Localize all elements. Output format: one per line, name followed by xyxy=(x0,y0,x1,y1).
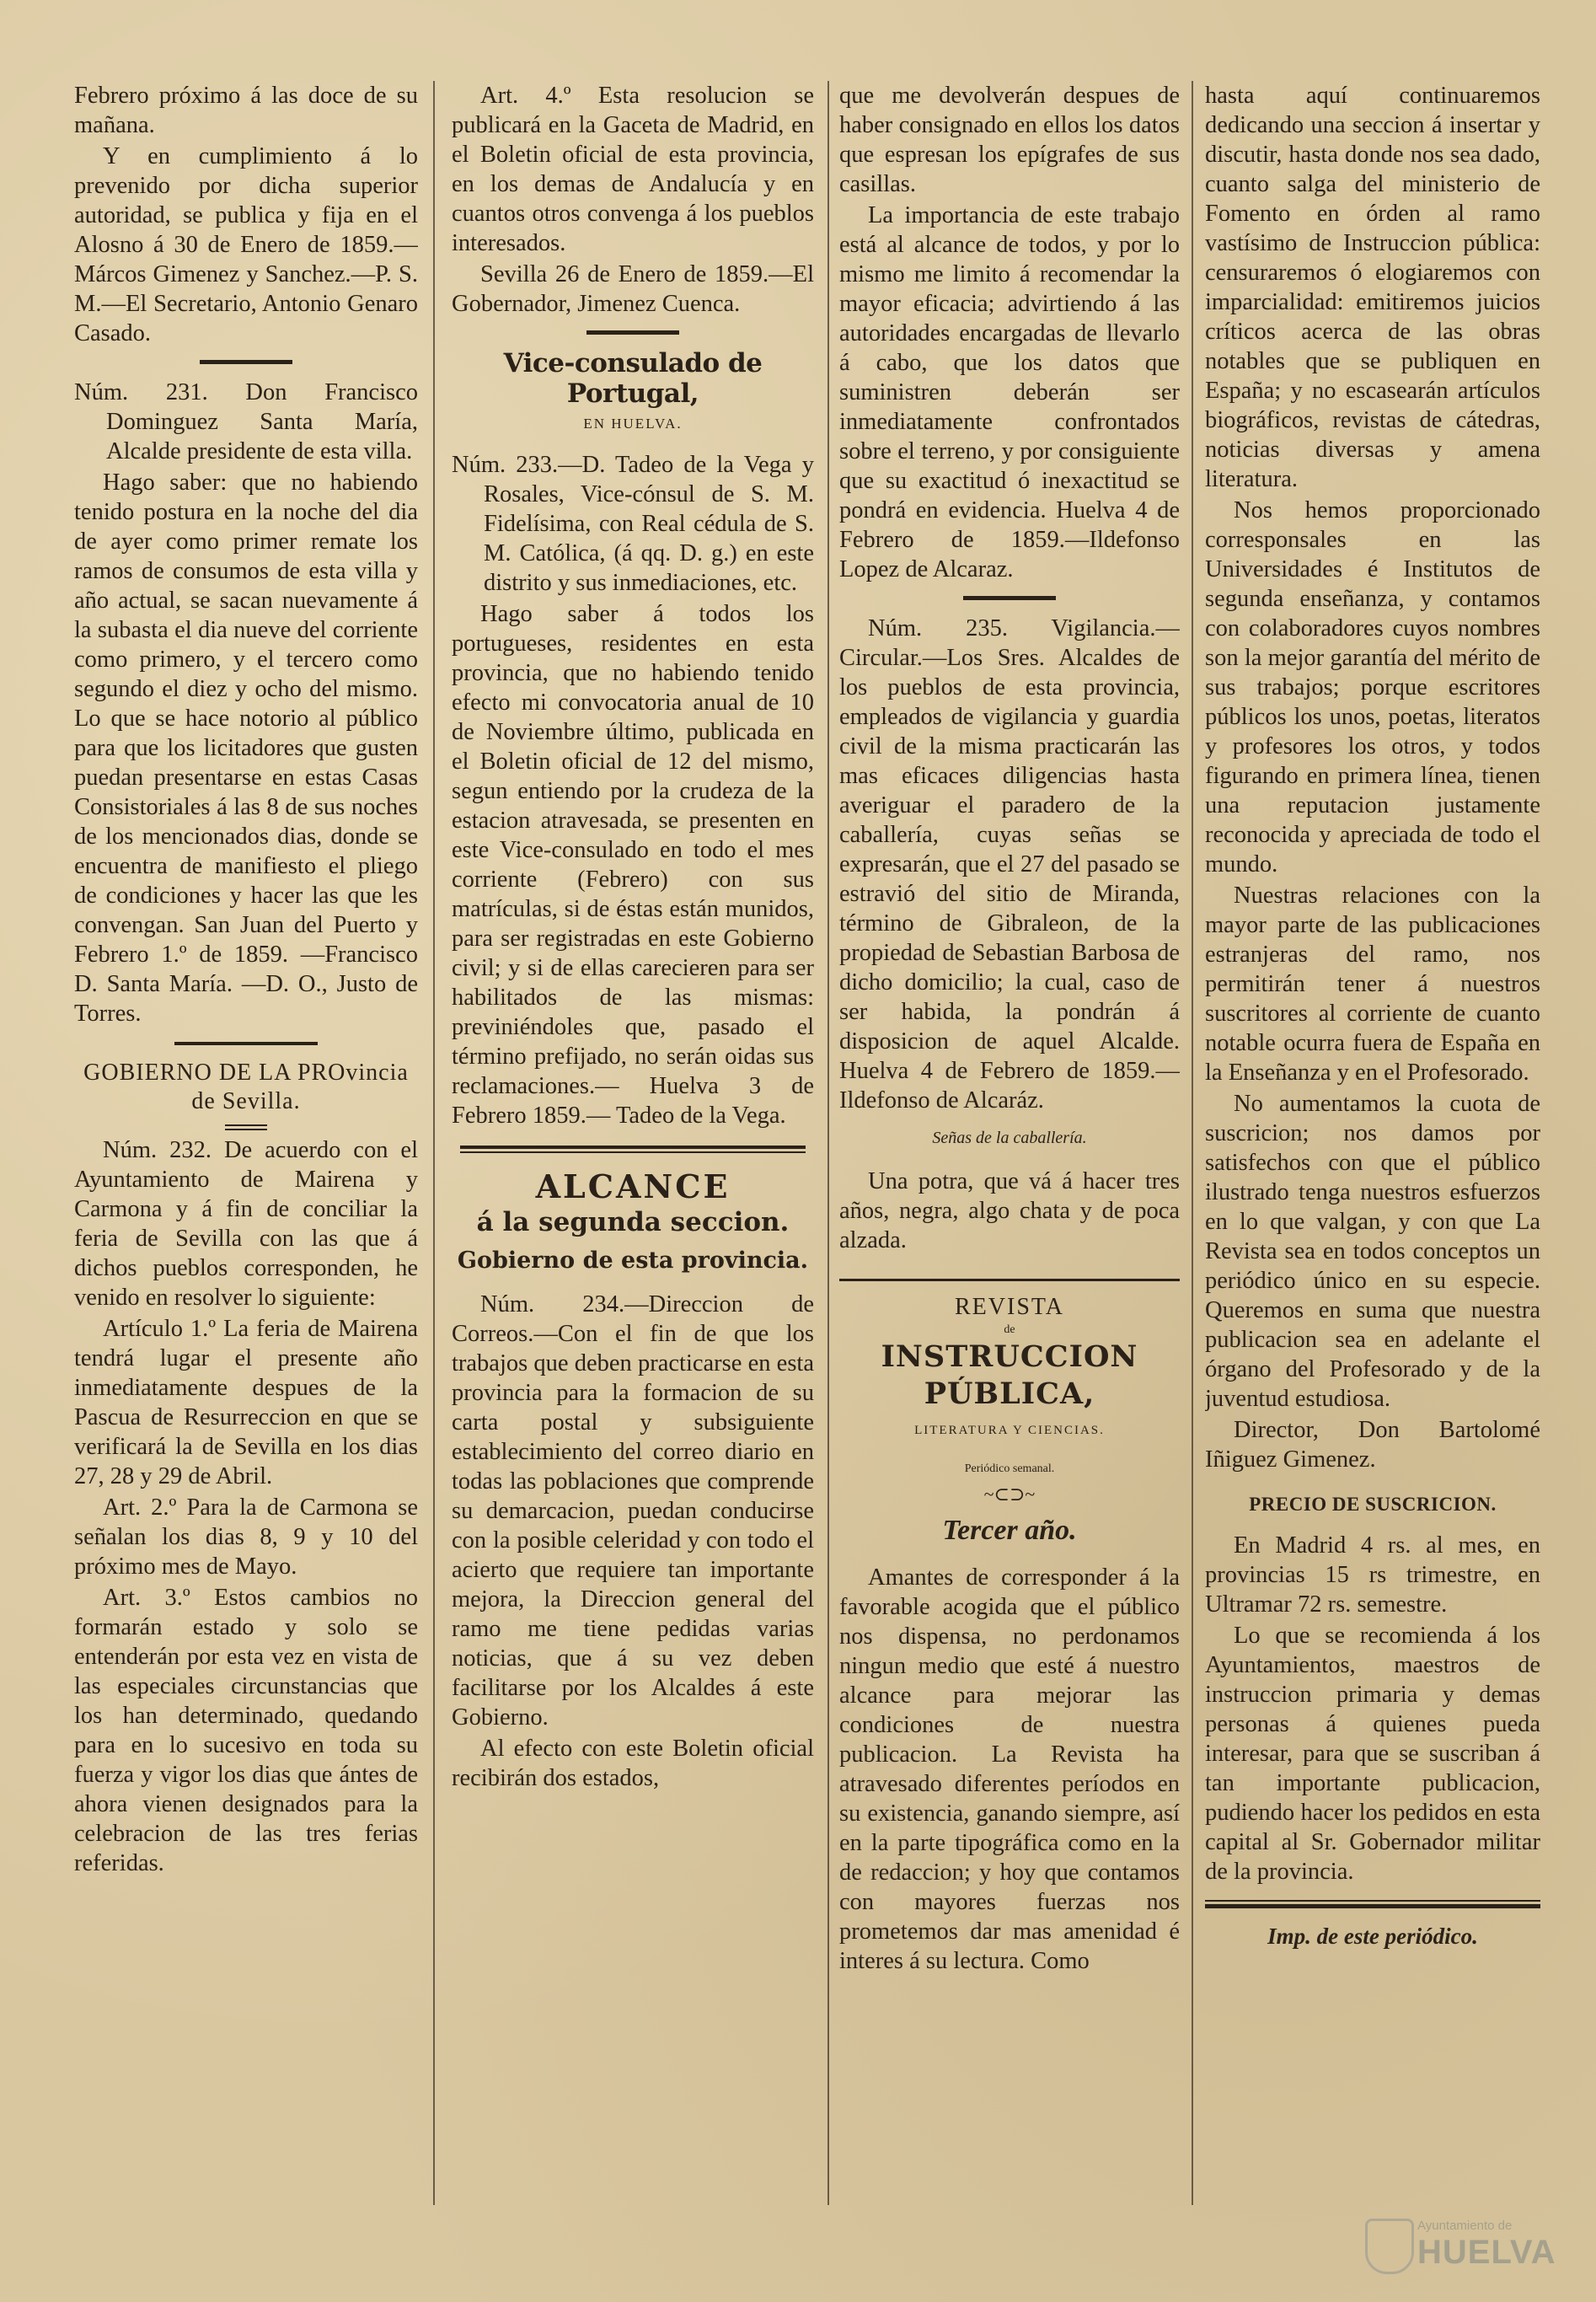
tercer-ano-heading: Tercer año. xyxy=(942,1515,1077,1546)
paragraph: Art. 3.º Estos cambios no formarán estado y solo se entenderán por esta vez en vista de las especiales circunstancias que los han determinado, quedando para en lo sucesivo en toda su fuerza y vigor los dias que ántes de ahora vienen designados para la celebracion de las tres ferias referidas. xyxy=(74,1585,418,1876)
small-separator xyxy=(225,1124,267,1130)
revista-title-de: de xyxy=(1004,1323,1015,1336)
paragraph: Núm. 232. De acuerdo con el Ayuntamiento de Mairena y Carmona y á fin de conciliar la feria de Sevilla con las que á dichos pueblos corresponden, he venido en resolver lo siguiente: xyxy=(74,1137,418,1311)
paragraph: La importancia de este trabajo está al alcance de todos, y por lo mismo me limito á recomendar la mayor eficacia; advirtiendo á las autoridades encargadas de llevarlo á cabo, que los datos que suministren deberán ser inmediatamente confrontados sobre el terreno, y por consiguiente que su exactitud ó inexactitud se pondrá en evidencia. Huelva 4 de Febrero de 1859.—Ildefonso Lopez de Alcaraz. xyxy=(839,202,1180,582)
newspaper-page xyxy=(74,81,1540,2205)
paragraph: hasta aquí continuaremos dedicando una seccion á insertar y discutir, hasta donde nos sea dado, cuanto salga del ministerio de Fomento en órden al ramo vastísimo de Instruccion pública: censuraremos ó elogiaremos con imparcialidad: emitiremos juicios críticos acerca de las obras notables que se publiquen en España; y no escasearán artículos biográficos, revistas de cátedras, noticias diversas y amena literatura. xyxy=(1205,83,1540,492)
section-separator xyxy=(963,596,1056,600)
revista-title-line3: LITERATURA Y CIENCIAS. xyxy=(914,1424,1105,1437)
horizontal-rule xyxy=(839,1279,1180,1281)
paragraph: Lo que se recomienda á los Ayuntamientos, maestros de instruccion primaria y demas personas á quienes pueda interesar, para que se suscriban á tan importante publicacion, pudiendo hacer los pedidos en esta capital al Sr. Gobernador militar de la provincia. xyxy=(1205,1623,1540,1885)
paragraph: Febrero próximo á las doce de su mañana. xyxy=(74,83,418,138)
precio-heading: PRECIO DE SUSCRICION. xyxy=(1249,1494,1497,1515)
column-2 xyxy=(452,81,814,2205)
archive-watermark xyxy=(1365,2215,1556,2274)
paragraph: Hago saber: que no habiendo tenido postura en la noche del dia de ayer como primer remate los ramos de consumos de esta villa y año actual, se sacan nuevamente á la subasta el dia nueve del corriente como primero, y el tercero como segundo el diez y ocho del mismo. Lo que se hace notorio al público para que los licitadores que gusten puedan presentarse en estas Casas Consistoriales á las 8 de sus noches de los mencionados dias, donde se encuentra de manifiesto el pliego de condiciones y hacer las que les convengan. San Juan del Puerto y Febrero 1.º de 1859. —Francisco D. Santa María. —D. O., Justo de Torres. xyxy=(74,470,418,1027)
section-heading-vice-consulado: Vice-consulado de Portugal, xyxy=(503,348,763,409)
section-heading-alcance: ALCANCE xyxy=(535,1167,731,1205)
notice-231-heading: Núm. 231. Don Francisco Dominguez Santa María, Alcalde presidente de esta villa. xyxy=(74,379,418,464)
column-1 xyxy=(74,81,418,2205)
paragraph: En Madrid 4 rs. al mes, en provincias 15 rs trimestre, en Ultramar 72 rs. semestre. xyxy=(1205,1532,1540,1618)
paragraph: Hago saber á todos los portugueses, residentes en esta provincia, que no habiendo tenido efecto mi convocatoria anual de 10 de Noviembre último, publicada en el Boletin oficial de 12 del mismo, segun entiendo por la crudeza de la estacion atravesada, se presenten en este Vice-consulado en todo el mes corriente (Febrero) con sus matrículas, si de éstas están munidos, para ser registradas en este Gobierno civil; y si de ellas carecieren para ser habilitados de las mismas: previniéndoles que, pasado el término prefijado, no serán oidas sus reclamaciones.— Huelva 3 de Febrero 1859.— Tadeo de la Vega. xyxy=(452,601,814,1129)
watermark-line1: Ayuntamiento de xyxy=(1417,2219,1513,2233)
paragraph: Amantes de corresponder á la favorable acogida que el público nos dispensa, no perdonamos ningun medio que esté á nuestro alcance para mejorar las condiciones de nuestra publicacion. La Revista ha atravesado diferentes períodos en su existencia, ganando siempre, así en la parte tipográfica como en la de redaccion; y hoy que contamos con mayores fuerzas nos prometemos dar mas amenidad é interes á su lectura. Como xyxy=(839,1564,1180,1974)
section-heading-gobierno-provincia: Gobierno de esta provincia. xyxy=(457,1248,809,1274)
revista-periodicity: Periódico semanal. xyxy=(964,1462,1055,1475)
revista-title-line1: REVISTA xyxy=(955,1294,1064,1320)
paragraph: Y en cumplimiento á lo prevenido por dicha superior autoridad, se publica y fija en el Alosno á 30 de Enero de 1859.—Márcos Gimenez y Sanchez.—P. S. M.—El Secretario, Antonio Genaro Casado. xyxy=(74,143,418,346)
paragraph: Núm. 234.—Direccion de Correos.—Con el fin de que los trabajos que deben practicarse en esta provincia para la formacion de su carta postal y subsiguiente establecimiento del correo diario en todas las poblaciones que comprende su demarcacion, puedan conducirse con la posible celeridad y con todo el acierto que requiere tan importante mejora, la Direccion general del ramo me tiene pedidas varias noticias, que á su vez deben facilitarse por los Alcaldes á este Gobierno. xyxy=(452,1291,814,1731)
paragraph: Sevilla 26 de Enero de 1859.—El Gobernador, Jimenez Cuenca. xyxy=(452,261,814,317)
paragraph: que me devolverán despues de haber consignado en ellos los datos que espresan los epígrafes de sus casillas. xyxy=(839,83,1180,197)
section-subheading-alcance: á la segunda seccion. xyxy=(476,1207,790,1237)
section-separator xyxy=(174,1042,318,1045)
city-seal-icon xyxy=(1365,2219,1414,2274)
paragraph: Al efecto con este Boletin oficial recibirán dos estados, xyxy=(452,1736,814,1791)
paragraph: Núm. 235. Vigilancia.—Circular.—Los Sres. Alcaldes de los pueblos de esta provincia, empleados de vigilancia y guardia civil de la misma practicarán las mas eficaces diligencias hasta averiguar el paradero de la caballería, cuyas señas se expresarán, que el 27 del pasado se estravió del sitio de Miranda, término de Gibraleon, de la propiedad de Sebastian Barbosa de dicho domicilio; la cual, caso de ser habida, la pondrán á disposicion de aquel Alcalde. Huelva 4 de Febrero de 1859.—Ildefonso de Alcaráz. xyxy=(839,615,1180,1113)
column-rule xyxy=(1192,81,1193,2205)
paragraph: Art. 4.º Esta resolucion se publicará en la Gaceta de Madrid, en el Boletin oficial de esta provincia, en los demas de Andalucía y en cuantos otros convenga á los pueblos interesados. xyxy=(452,83,814,256)
revista-title-line2: INSTRUCCION PÚBLICA, xyxy=(881,1339,1138,1411)
column-4 xyxy=(1205,81,1540,2205)
paragraph: No aumentamos la cuota de suscricion; nos damos por satisfechos con que el público ilustrado tenga nuestros esfuerzos en lo que valgan, y con que La Revista sea en todos conceptos un periódico único en su especie. Queremos en suma que nuestra publicacion sea en adelante el órgano del Profesorado y de la juventud estudiosa. xyxy=(1205,1091,1540,1412)
imprint-line: Imp. de este periódico. xyxy=(1267,1924,1478,1949)
column-3 xyxy=(839,81,1180,2205)
column-rule xyxy=(433,81,435,2205)
caption-senas: Señas de la caballería. xyxy=(932,1129,1087,1147)
paragraph: Una potra, que vá á hacer tres años, negra, algo chata y de poca alzada. xyxy=(839,1168,1180,1253)
paragraph: Director, Don Bartolomé Iñiguez Gimenez. xyxy=(1205,1417,1540,1473)
section-separator xyxy=(200,360,292,364)
section-heading-gobierno-sevilla: GOBIERNO DE LA PROvincia de Sevilla. xyxy=(83,1060,409,1114)
paragraph: Artículo 1.º La feria de Mairena tendrá lugar el presente año inmediatamente despues de la Pascua de Resurreccion en que se verificará la de Sevilla en los dias 27, 28 y 29 de Abril. xyxy=(74,1316,418,1489)
notice-233-heading: Núm. 233.—D. Tadeo de la Vega y Rosales, Vice-cónsul de S. M. Fidelísima, con Real cédula de S. M. Católica, (á qq. D. g.) en este distrito y sus inmediaciones, etc. xyxy=(452,452,814,596)
column-rule xyxy=(827,81,829,2205)
double-rule xyxy=(1205,1900,1540,1908)
watermark-line2: HUELVA xyxy=(1417,2234,1556,2271)
section-separator xyxy=(586,330,679,335)
section-subheading: EN HUELVA. xyxy=(583,416,683,432)
paragraph: Art. 2.º Para la de Carmona se señalan los dias 8, 9 y 10 del próximo mes de Mayo. xyxy=(74,1494,418,1580)
paragraph: Nos hemos proporcionado corresponsales en las Universidades é Institutos de segunda enseñanza, y contamos con colaboradores cuyos nombres son la mejor garantía del mérito de sus trabajos; porque escritores públicos los unos, poetas, literatos y profesores los otros, y todos figurando en primera línea, tienen una reputacion justamente reconocida y apreciada de todo el mundo. xyxy=(1205,497,1540,877)
flourish-ornament-icon: ~⊂⊃~ xyxy=(983,1484,1036,1505)
paragraph: Nuestras relaciones con la mayor parte de las publicaciones estranjeras del ramo, nos permitirán tener á nuestros suscritores al corriente de cuanto notable ocurra fuera de España en la Enseñanza y en el Profesorado. xyxy=(1205,883,1540,1086)
double-rule xyxy=(460,1146,806,1153)
